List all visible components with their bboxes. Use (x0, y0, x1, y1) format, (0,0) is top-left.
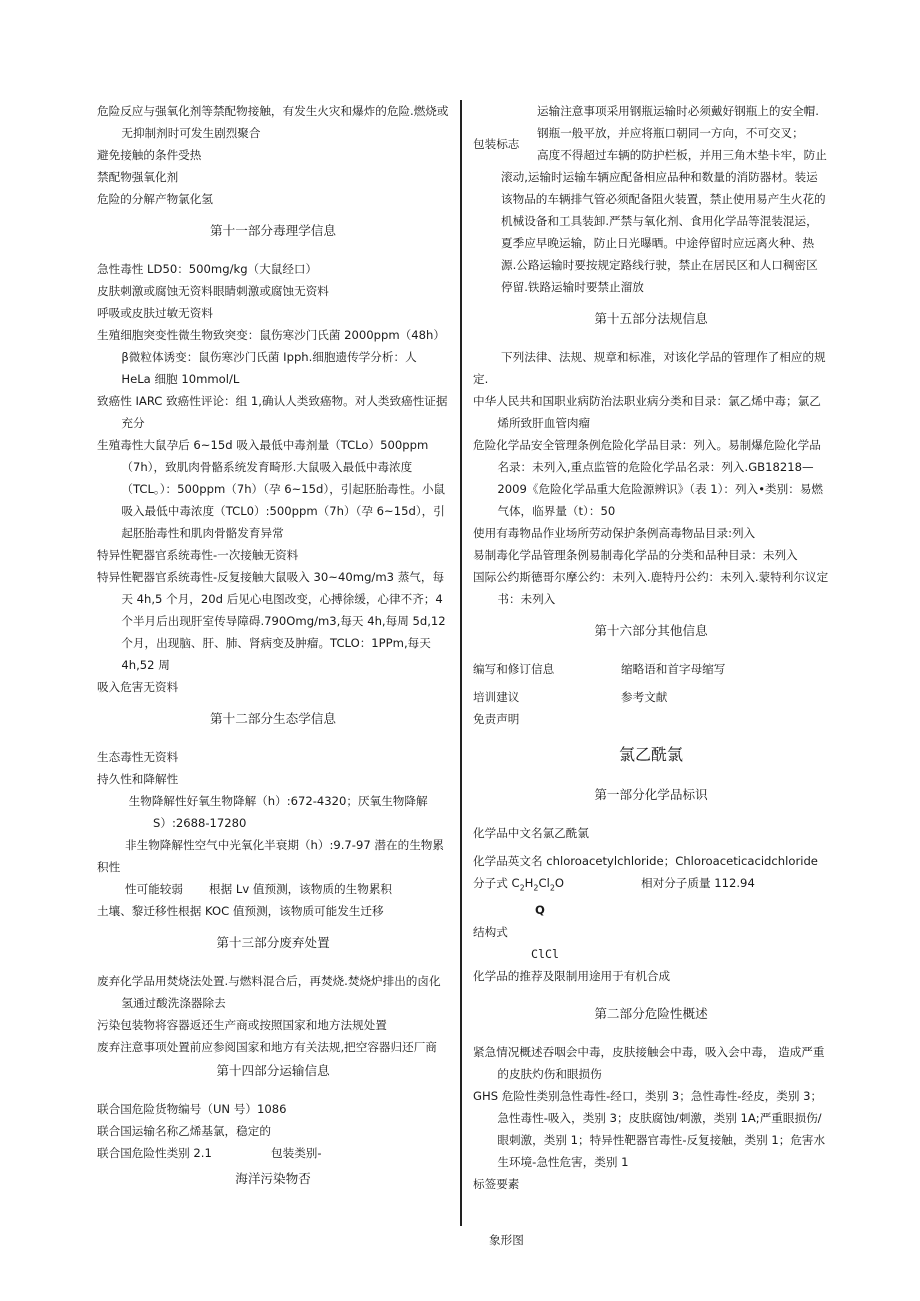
text-line: GHS 危险性类别急性毒性-经口，类别 3；急性毒性-经皮，类别 3；急性毒性-吸入，类别 3；皮肤腐蚀/刺激，类别 1A;严重眼损伤/眼刺激，类别 1；特异性靶器官毒性-反复接触，类别 1；危害水生环境-急性危害，类别 1 (473, 1089, 826, 1170)
structure-glyph: Q (535, 903, 545, 918)
column-divider (460, 100, 462, 1226)
right-column (473, 100, 829, 1251)
text-line: 分子式 (473, 876, 508, 890)
text-line: 生殖毒性大鼠孕后 6~15d 吸入最低中毒剂量（TCLo）500ppm（7h），致肌肉骨骼系统发育畸形.大鼠吸入最低中毒浓度（TCL。）：500ppm（7h）（孕 6~15d），引起胚胎毒性。小鼠吸入最低中毒浓度（TCL0）:500ppm（7h）（孕 6~15d），引起胚胎毒性和肌肉骨骼发育异常 (97, 438, 446, 540)
text-line: 高度不得超过车辆的防护栏板，并用三角木垫卡牢，防止滚动,运输时运输车辆应配备相应品种和数量的消防器材。装运该物品的车辆排气管必须配备阻火装置，禁止使用易产生火花的机械设备和工具装卸.严禁与氧化剂、食用化学品等混装混运，夏季应早晚运输，防止日光曝晒。中途停留时应远离火种、热源.公路运输时要按规定路线行驶，禁止在居民区和人口稠密区停留.铁路运输时要禁止溜放 (501, 148, 827, 294)
text-line: 化学品中文名氯乙酰氯 (473, 826, 589, 840)
text-line: 易制毒化学品管理条例易制毒化学品的分类和品种目录：未列入 (473, 548, 798, 562)
text-line: 联合国危险性类别 2.1 (97, 1146, 212, 1160)
section-heading: 第一部分化学品标识 (594, 787, 708, 802)
text-line: 下列法律、法规、规章和标准，对该化学品的管理作了相应的规定. (473, 350, 826, 386)
text-line: 联合国危险货物编号（UN 号）1086 (97, 1102, 287, 1116)
text-line: 吸入危害无资料 (97, 680, 179, 694)
text-line: 国际公约斯德哥尔摩公约：未列入.鹿特丹公约：未列入.蒙特利尔议定书：未列入 (473, 570, 829, 606)
text-line: 标签要素 (473, 1177, 520, 1192)
left-column (97, 100, 449, 1190)
text-line: 性可能较弱 (125, 882, 183, 896)
text-line: 运输注意事项采用钢瓶运输时必须戴好钢瓶上的安全帽.钢瓶一般平放，并应将瓶口朝同一方向，不可交叉； (537, 104, 819, 140)
text-line: 呼吸或皮肤过敏无资料 (97, 306, 213, 320)
text-line: 持久性和降解性 (97, 772, 179, 786)
text-line: 中华人民共和国职业病防治法职业病分类和目录：氯乙烯中毒；氯乙烯所致肝血管肉瘤 (473, 394, 821, 430)
text-line: 参考文献 (621, 690, 668, 704)
section-heading: 第二部分危险性概述 (594, 1006, 708, 1022)
text-line: 特异性靶器官系统毒性-反复接触大鼠吸入 30~40mg/m3 蒸气，每天 4h,5 个月，20d 后见心电图改变，心搏徐缓，心律不齐；4 个半月后出现肝室传导障碍.790Omg/m3,每天 4h,每周 5d,12 个月，出现脑、肝、肺、肾病变及肿瘤。TCLO：1PPm,每天 4h,52 周 (97, 570, 446, 672)
text-line: 编写和修订信息 (473, 662, 555, 676)
text-line: 联合国运输名称乙烯基氯，稳定的 (97, 1124, 271, 1138)
text-line: 危险的分解产物氯化氢 (97, 192, 213, 206)
text-line: 海洋污染物否 (235, 1171, 311, 1186)
text-line: 致癌性 IARC 致癌性评论：组 1,确认人类致癌物。对人类致癌性证据充分 (97, 394, 448, 430)
text-line: 皮肤刺激或腐蚀无资料眼睛刺激或腐蚀无资料 (97, 284, 329, 298)
section-heading: 第十五部分法规信息 (594, 311, 708, 326)
text-line: 紧急情况概述吞咽会中毒，皮肤接触会中毒，吸入会中毒， 造成严重的皮肤灼伤和眼损伤 (473, 1045, 825, 1082)
text-line: 生态毒性无资料 (97, 750, 179, 764)
text-line: 生物降解性好氧生物降解（h）:672-4320；厌氧生物降解 S）:2688-17280 (128, 794, 428, 830)
text-row (473, 686, 829, 708)
text-line: 危险化学品安全管理条例危险化学品目录：列入。易制爆危险化学品名录：未列入,重点监管的危险化学品名录：列入.GB18218—2009《危险化学品重大危险源辨识》（表 1）：列入•类别：易燃气体，临界量（t）：50 (473, 438, 824, 518)
text-line: 缩略语和首字母缩写 (621, 662, 726, 676)
text-row (473, 658, 829, 680)
text-row (473, 872, 829, 899)
text-line: 生殖细胞突变性微生物致突变：鼠伤寒沙门氏菌 2000ppm（48h）β微粒体诱变：鼠伤寒沙门氏菌 Ipph.细胞遗传学分析：人 HeLa 细胞 10mmol/L (97, 328, 445, 386)
text-line: 避免接触的条件受热 (97, 148, 202, 162)
text-row (97, 878, 449, 900)
text-line: 培训建议 (473, 690, 520, 704)
section-heading: 第十六部分其他信息 (594, 623, 708, 638)
transport-block (473, 100, 829, 298)
formula-line: 分子式 $C_2H_2Cl_2O$ (473, 872, 641, 899)
text-line: 化学品英文名 chloroacetylchloride；Chloroaceticacidchloride (473, 854, 818, 868)
text-line: 非生物降解性空气中光氧化半衰期（h）:9.7-97 潜在的生物累积性 (97, 838, 444, 874)
text-line: 特异性靶器官系统毒性-一次接触无资料 (97, 548, 299, 562)
text-line: 免责声明 (473, 712, 520, 726)
text-line: 污染包装物将容器返还生产商或按照国家和地方法规处置 (97, 1018, 387, 1032)
text-row (97, 1142, 449, 1164)
text-line: 结构式 (473, 925, 508, 940)
text-line: 使用有毒物品作业场所劳动保护条例高毒物品目录:列入 (473, 526, 756, 540)
text-line: 急性毒性 LD50：500mg/kg（大鼠经口） (97, 262, 318, 276)
text-line: 根据 Lv 值预测，该物质的生物累积 (209, 882, 393, 896)
text-line: 危险反应与强氧化剂等禁配物接触，有发生火灾和爆炸的危险.燃烧或无抑制剂时可发生剧烈聚合 (97, 104, 449, 140)
structure-text: ClCl (531, 947, 559, 962)
text-line: 包装类别- (271, 1146, 322, 1160)
text-line: 土壤、黎迁移性根据 KOC 值预测，该物质可能发生迁移 (97, 904, 384, 918)
text-line: 象形图 (489, 1233, 524, 1248)
text-line: 相对分子质量 112.94 (641, 876, 755, 890)
document-title: 氯乙酰氯 (618, 745, 683, 764)
text-line: 禁配物强氧化剂 (97, 170, 179, 184)
text-line: 废弃化学品用焚烧法处置.与燃料混合后，再焚烧.焚烧炉排出的卤化氢通过酸洗涤器除去 (97, 974, 441, 1010)
section-heading: 第十四部分运输信息 (216, 1063, 330, 1078)
text-line: 废弃注意事项处置前应参阅国家和地方有关法规,把空容器归还厂商 (97, 1040, 437, 1054)
text-line: 化学品的推荐及限制用途用于有机合成 (473, 969, 671, 984)
section-heading: 第十三部分废弃处置 (216, 935, 330, 950)
text-line: 包装标志 (473, 137, 520, 151)
section-heading: 第十一部分毒理学信息 (210, 223, 336, 238)
section-heading: 第十二部分生态学信息 (210, 711, 336, 726)
